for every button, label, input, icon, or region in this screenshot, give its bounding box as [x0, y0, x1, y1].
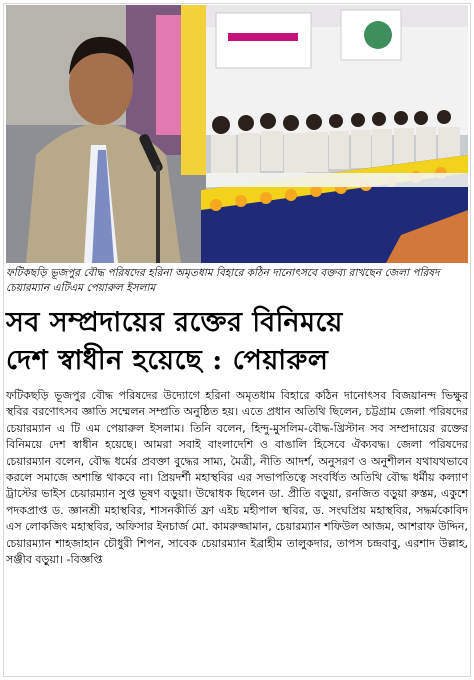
- photo-caption: ফটিকছড়ি ভূজপুর বৌদ্ধ পরিষদের হরিনা অমৃতধাম বিহারে কঠিন দানোৎসবে বক্তব্য রাখছেন জেলা পরিষদ চেয়ারম্যান এটিএম পেয়ারুল ইসলাম: [6, 267, 440, 294]
- article-body: [6, 388, 468, 568]
- news-photo: [6, 5, 468, 263]
- headline-line-1: সব সম্প্রদায়ের রক্তের বিনিময়ে: [6, 307, 343, 338]
- photo-speaker-at-podium-icon: [6, 5, 468, 263]
- article-paragraph: ফটিকছড়ি ভূজপুর বৌদ্ধ পরিষদের উদ্যোগে হরিনা অমৃতধাম বিহারে কঠিন দানোৎসব বিজয়ানন্দ ভিক্ষুর স্থবির বরণোৎসব জ্ঞাতি সম্মেলন সম্প্রতি অনুষ্ঠিত হয়। এতে প্রধান অতিথি ছিলেন, চট্টগ্রাম জেলা পরিষদের চেয়ারম্যান এ টি এম পেয়ারুল ইসলাম। তিনি বলেন, হিন্দু-মুসলিম-বৌদ্ধ-খ্রিস্টান সব সম্প্রদায়ের রক্তের বিনিময়ে দেশ স্বাধীন হয়েছে। আমরা সবাই বাংলাদেশি ও বাঙালি হিসেবে ঐক্যবদ্ধ। জেলা পরিষদের চেয়ারম্যান বলেন, বৌদ্ধ ধর্মের প্রবক্তা বুদ্ধের সাম্য, মৈত্রী, নীতি আদর্শ, অনুসরণ ও অনুশীলন যথাযথভাবে করলে সমাজে অশান্তি থাকবে না। প্রিয়দর্শী মহাস্থবির এর সভাপতিত্বে সংবর্ধিত অতিথি বৌদ্ধ ধর্মীয় কল্যাণ ট্রাস্টের ভাইস চেয়ারম্যান সুপ্ত ভূষণ বড়ুয়া। উদ্বোধক ছিলেন ডা. প্রীতি বড়ুয়া, রনজিত বড়ুয়া রুস্তম, একুশে পদকপ্রাপ্ত ড. জ্ঞানশ্রী মহাস্থবির, শাসনকীর্তি ফ্রা এইচ মহীপাল স্থবির, ড. সংঘপ্রিয় মহাস্থবির, সদ্ধর্মকোবিদ এস লোকজিৎ মহাস্থবির, অফিসার ইনচার্জ মো. কামরুজ্জামান, চেয়ারম্যান শফিউল আজম, আশরাফ উদ্দিন, চেয়ারম্যান শাহজাহান চৌধুরী শিপন, সাবেক চেয়ারম্যান ইব্রাহীম তালুকদার, তাপস চন্দ্রবাবু, এরশাদ উল্লাহ, সঞ্জীব বড়ুয়া। -বিজ্ঞপ্তি: [6, 389, 468, 567]
- headline-line-2: দেশ স্বাধীন হয়েছে : পেয়ারুল: [6, 345, 329, 376]
- headline: [6, 304, 468, 380]
